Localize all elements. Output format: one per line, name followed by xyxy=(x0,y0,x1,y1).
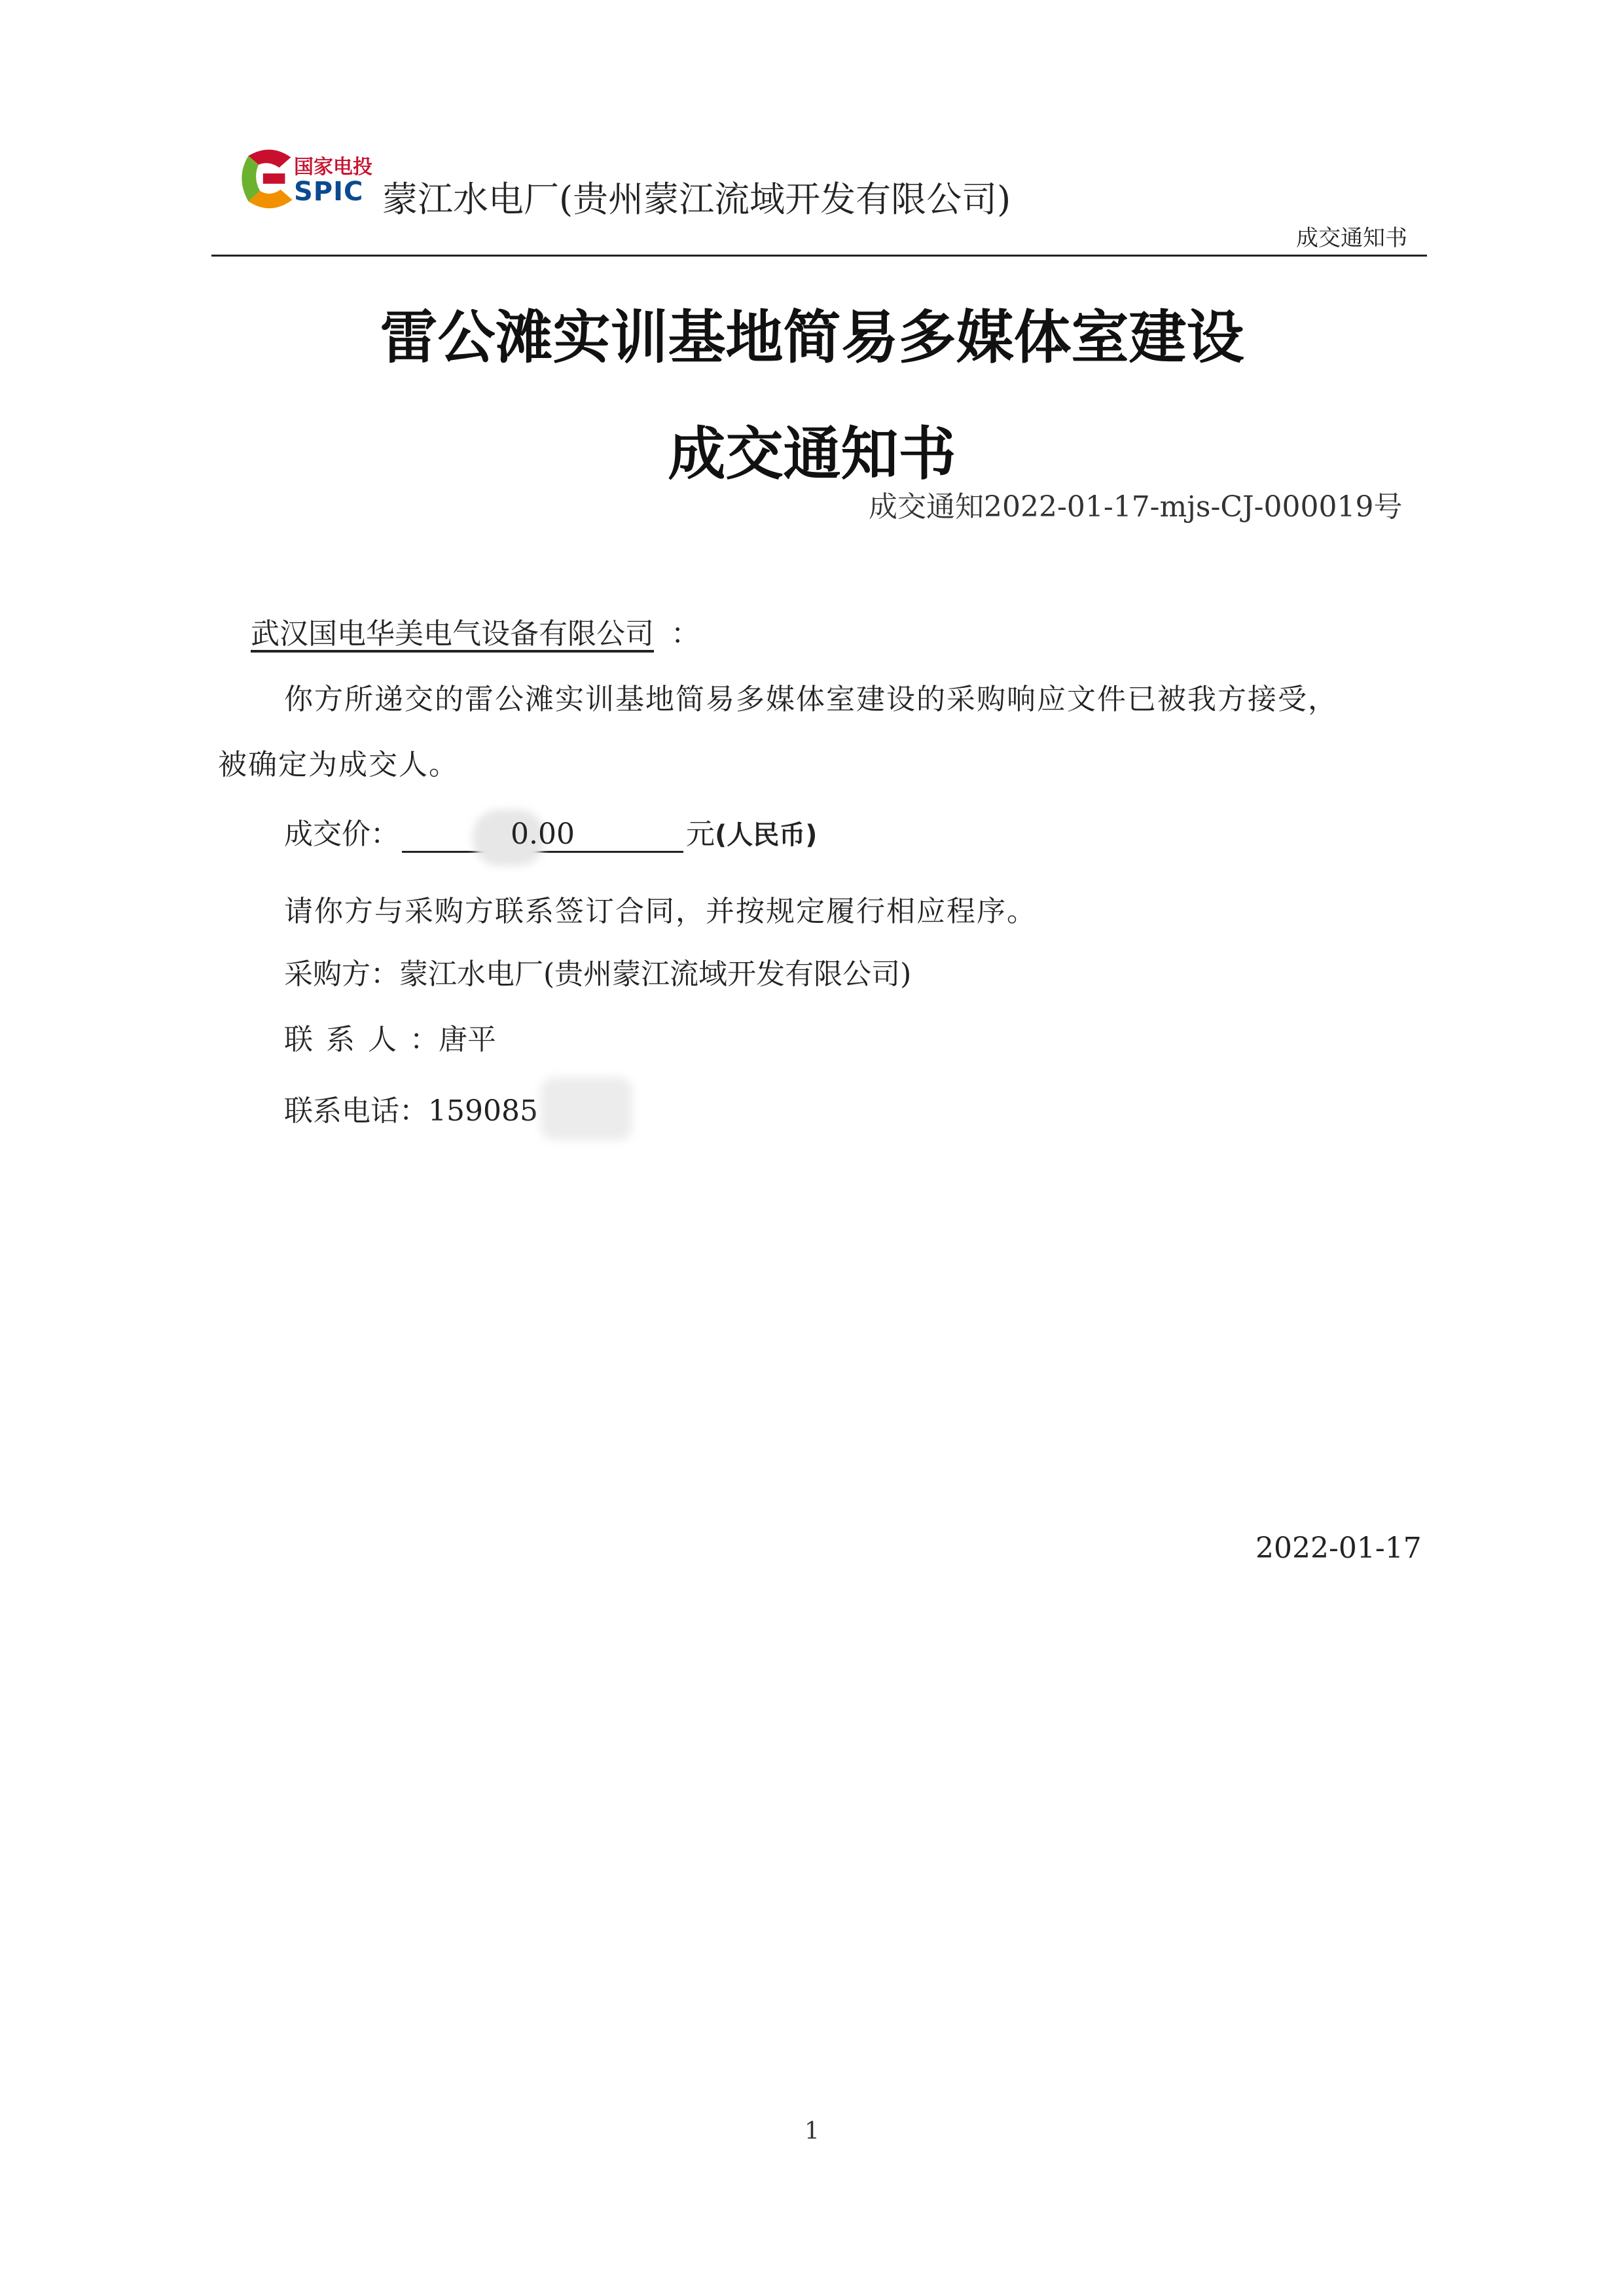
body-paragraph-line-1: 你方所递交的雷公滩实训基地简易多媒体室建设的采购响应文件已被我方接受， xyxy=(284,683,1338,716)
recipient-name: 武汉国电华美电气设备有限公司 xyxy=(251,617,654,651)
buyer-value: 蒙江水电厂(贵州蒙江流域开发有限公司) xyxy=(399,958,912,991)
price-value: 0.00 xyxy=(511,817,575,851)
sign-contract-instruction: 请你方与采购方联系签订合同，并按规定履行相应程序。 xyxy=(284,895,1037,928)
price-unit: 元 xyxy=(686,817,715,851)
contact-line xyxy=(284,1016,496,1058)
notice-number: 成交通知2022-01-17-mjs-CJ-000019号 xyxy=(869,490,1403,524)
price-currency: (人民币) xyxy=(715,820,818,850)
recipient-colon: ： xyxy=(671,617,700,651)
document-title-line-2: 成交通知书 xyxy=(668,420,956,488)
header-document-tag: 成交通知书 xyxy=(1296,225,1407,251)
phone-label: 联系电话： xyxy=(284,1094,428,1128)
contact-colon: ： xyxy=(410,1023,439,1056)
redaction-blur xyxy=(541,1077,632,1140)
body-paragraph-line-2: 被确定为成交人。 xyxy=(218,748,459,781)
buyer-line xyxy=(284,950,911,992)
price-value-field xyxy=(402,817,683,853)
logo-chinese-text: 国家电投 xyxy=(294,156,372,179)
recipient-line xyxy=(218,610,700,652)
logo-english-text: SPIC xyxy=(294,177,364,207)
header-divider xyxy=(211,255,1427,257)
document-title-line-1: 雷公滩实训基地简易多媒体室建设 xyxy=(380,303,1244,371)
phone-value: 159085 xyxy=(428,1094,538,1128)
price-label: 成交价： xyxy=(284,817,399,851)
spic-logo xyxy=(234,143,384,216)
price-line xyxy=(284,810,818,853)
contact-value: 唐平 xyxy=(439,1023,496,1056)
phone-line xyxy=(284,1077,632,1140)
buyer-label: 采购方： xyxy=(284,958,399,991)
page-number: 1 xyxy=(804,2118,820,2145)
contact-label: 联系人 xyxy=(284,1023,410,1056)
header-organization: 蒙江水电厂(贵州蒙江流域开发有限公司) xyxy=(382,179,1011,220)
issue-date: 2022-01-17 xyxy=(1255,1532,1422,1565)
